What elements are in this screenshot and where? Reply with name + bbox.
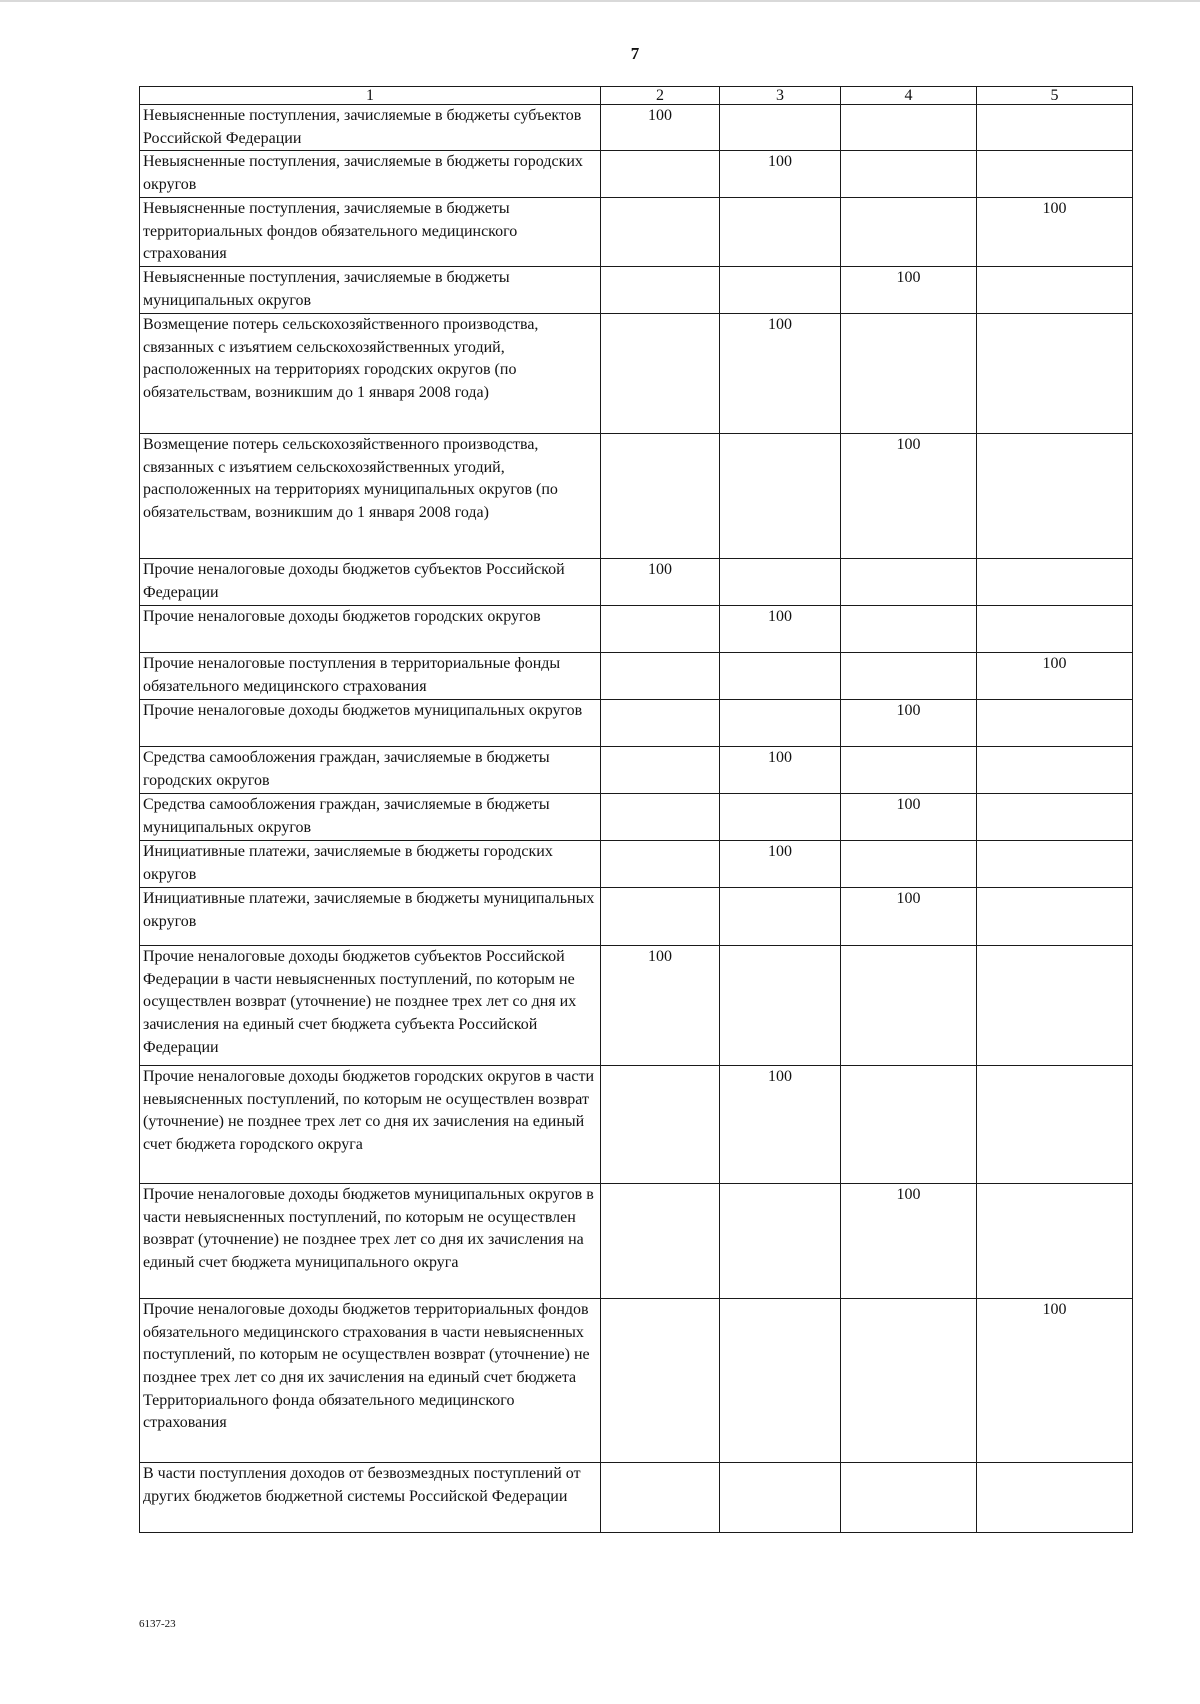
cell-value-col3 (720, 1298, 841, 1462)
cell-value-col5 (977, 699, 1133, 746)
cell-value-col2: 100 (601, 105, 720, 151)
cell-value-col5: 100 (977, 197, 1133, 266)
cell-value-col3 (720, 699, 841, 746)
cell-value-col4: 100 (841, 793, 977, 840)
table-row (140, 605, 1133, 652)
row-label: Прочие неналоговые доходы бюджетов территориальных фондов обязательного медицинского страхования в части невыясненных поступлений, по которым не осуществлен возврат (уточнение) не позднее трех лет со дня их зачисления на единый счет бюджета Территориального фонда обязательного медицинского страхования (140, 1298, 601, 1462)
cell-value-col5: 100 (977, 652, 1133, 699)
table-row (140, 887, 1133, 945)
cell-value-col4 (841, 840, 977, 887)
table-row (140, 746, 1133, 793)
cell-value-col4 (841, 1462, 977, 1532)
cell-value-col3 (720, 558, 841, 605)
cell-value-col2 (601, 433, 720, 558)
table-row (140, 433, 1133, 558)
cell-value-col5 (977, 151, 1133, 197)
row-label: Прочие неналоговые доходы бюджетов субъектов Российской Федерации (140, 558, 601, 605)
cell-value-col4 (841, 313, 977, 433)
cell-value-col2 (601, 313, 720, 433)
cell-value-col5 (977, 433, 1133, 558)
cell-value-col3 (720, 433, 841, 558)
row-label: Инициативные платежи, зачисляемые в бюджеты городских округов (140, 840, 601, 887)
table-header-row (140, 87, 1133, 105)
cell-value-col4: 100 (841, 699, 977, 746)
cell-value-col2 (601, 1462, 720, 1532)
cell-value-col4: 100 (841, 433, 977, 558)
cell-value-col4 (841, 945, 977, 1065)
row-label: Невыясненные поступления, зачисляемые в бюджеты муниципальных округов (140, 266, 601, 313)
cell-value-col5 (977, 1462, 1133, 1532)
cell-value-col3 (720, 652, 841, 699)
cell-value-col5 (977, 1065, 1133, 1183)
cell-value-col5 (977, 840, 1133, 887)
cell-value-col4 (841, 1298, 977, 1462)
table-row (140, 840, 1133, 887)
document-code: 6137-23 (139, 1618, 176, 1630)
cell-value-col4 (841, 105, 977, 151)
row-label: Возмещение потерь сельскохозяйственного производства, связанных с изъятием сельскохозяйственных угодий, расположенных на территориях муниципальных округов (по обязательствам, возникшим до 1 января 2008 года) (140, 433, 601, 558)
scan-edge (0, 0, 1200, 2)
column-header: 2 (601, 87, 720, 105)
column-header: 5 (977, 87, 1133, 105)
cell-value-col4 (841, 605, 977, 652)
cell-value-col2 (601, 746, 720, 793)
column-header: 3 (720, 87, 841, 105)
cell-value-col4 (841, 1065, 977, 1183)
cell-value-col2 (601, 1183, 720, 1298)
row-label: Прочие неналоговые доходы бюджетов городских округов в части невыясненных поступлений, по которым не осуществлен возврат (уточнение) не позднее трех лет со дня их зачисления на единый счет бюджета городского округа (140, 1065, 601, 1183)
cell-value-col3 (720, 1183, 841, 1298)
cell-value-col3 (720, 887, 841, 945)
table-row (140, 313, 1133, 433)
table-row (140, 699, 1133, 746)
cell-value-col4 (841, 151, 977, 197)
row-label: Средства самообложения граждан, зачисляемые в бюджеты городских округов (140, 746, 601, 793)
row-label: Невыясненные поступления, зачисляемые в бюджеты субъектов Российской Федерации (140, 105, 601, 151)
cell-value-col2 (601, 266, 720, 313)
cell-value-col3: 100 (720, 746, 841, 793)
cell-value-col4 (841, 652, 977, 699)
row-label: Средства самообложения граждан, зачисляемые в бюджеты муниципальных округов (140, 793, 601, 840)
cell-value-col2 (601, 605, 720, 652)
table-row (140, 1298, 1133, 1462)
cell-value-col5 (977, 313, 1133, 433)
cell-value-col5: 100 (977, 1298, 1133, 1462)
cell-value-col5 (977, 105, 1133, 151)
cell-value-col2 (601, 840, 720, 887)
cell-value-col5 (977, 746, 1133, 793)
cell-value-col3: 100 (720, 605, 841, 652)
row-label: В части поступления доходов от безвозмездных поступлений от других бюджетов бюджетной системы Российской Федерации (140, 1462, 601, 1532)
cell-value-col5 (977, 605, 1133, 652)
cell-value-col2: 100 (601, 558, 720, 605)
cell-value-col5 (977, 558, 1133, 605)
row-label: Прочие неналоговые поступления в территориальные фонды обязательного медицинского страхования (140, 652, 601, 699)
cell-value-col3: 100 (720, 313, 841, 433)
cell-value-col5 (977, 793, 1133, 840)
cell-value-col5 (977, 1183, 1133, 1298)
column-header: 4 (841, 87, 977, 105)
cell-value-col4: 100 (841, 1183, 977, 1298)
cell-value-col3 (720, 197, 841, 266)
cell-value-col4: 100 (841, 887, 977, 945)
cell-value-col4 (841, 558, 977, 605)
table-row (140, 151, 1133, 197)
cell-value-col2 (601, 1065, 720, 1183)
table-row (140, 1065, 1133, 1183)
cell-value-col2 (601, 652, 720, 699)
page-number: 7 (630, 44, 640, 63)
cell-value-col2 (601, 699, 720, 746)
cell-value-col4: 100 (841, 266, 977, 313)
table-row (140, 1183, 1133, 1298)
cell-value-col5 (977, 887, 1133, 945)
cell-value-col2 (601, 793, 720, 840)
cell-value-col2 (601, 1298, 720, 1462)
cell-value-col3 (720, 945, 841, 1065)
table-row (140, 266, 1133, 313)
table-row (140, 945, 1133, 1065)
cell-value-col3 (720, 266, 841, 313)
cell-value-col2 (601, 151, 720, 197)
cell-value-col3 (720, 1462, 841, 1532)
cell-value-col2 (601, 887, 720, 945)
table-row (140, 197, 1133, 266)
cell-value-col3 (720, 105, 841, 151)
cell-value-col3: 100 (720, 151, 841, 197)
cell-value-col2: 100 (601, 945, 720, 1065)
table-row (140, 558, 1133, 605)
cell-value-col5 (977, 945, 1133, 1065)
row-label: Невыясненные поступления, зачисляемые в бюджеты территориальных фондов обязательного медицинского страхования (140, 197, 601, 266)
row-label: Инициативные платежи, зачисляемые в бюджеты муниципальных округов (140, 887, 601, 945)
table-row (140, 652, 1133, 699)
cell-value-col2 (601, 197, 720, 266)
column-header: 1 (140, 87, 601, 105)
table-row (140, 105, 1133, 151)
row-label: Прочие неналоговые доходы бюджетов муниципальных округов в части невыясненных поступлений, по которым не осуществлен возврат (уточнение) не позднее трех лет со дня их зачисления на единый счет бюджета муниципального округа (140, 1183, 601, 1298)
cell-value-col4 (841, 197, 977, 266)
table-row (140, 1462, 1133, 1532)
revenue-distribution-table (139, 86, 1133, 1533)
cell-value-col3: 100 (720, 1065, 841, 1183)
table-row (140, 793, 1133, 840)
row-label: Прочие неналоговые доходы бюджетов городских округов (140, 605, 601, 652)
row-label: Прочие неналоговые доходы бюджетов субъектов Российской Федерации в части невыясненных поступлений, по которым не осуществлен возврат (уточнение) не позднее трех лет со дня их зачисления на единый счет бюджета субъекта Российской Федерации (140, 945, 601, 1065)
cell-value-col5 (977, 266, 1133, 313)
cell-value-col4 (841, 746, 977, 793)
cell-value-col3 (720, 793, 841, 840)
cell-value-col3: 100 (720, 840, 841, 887)
row-label: Невыясненные поступления, зачисляемые в бюджеты городских округов (140, 151, 601, 197)
row-label: Возмещение потерь сельскохозяйственного производства, связанных с изъятием сельскохозяйственных угодий, расположенных на территориях городских округов (по обязательствам, возникшим до 1 января 2008 года) (140, 313, 601, 433)
row-label: Прочие неналоговые доходы бюджетов муниципальных округов (140, 699, 601, 746)
